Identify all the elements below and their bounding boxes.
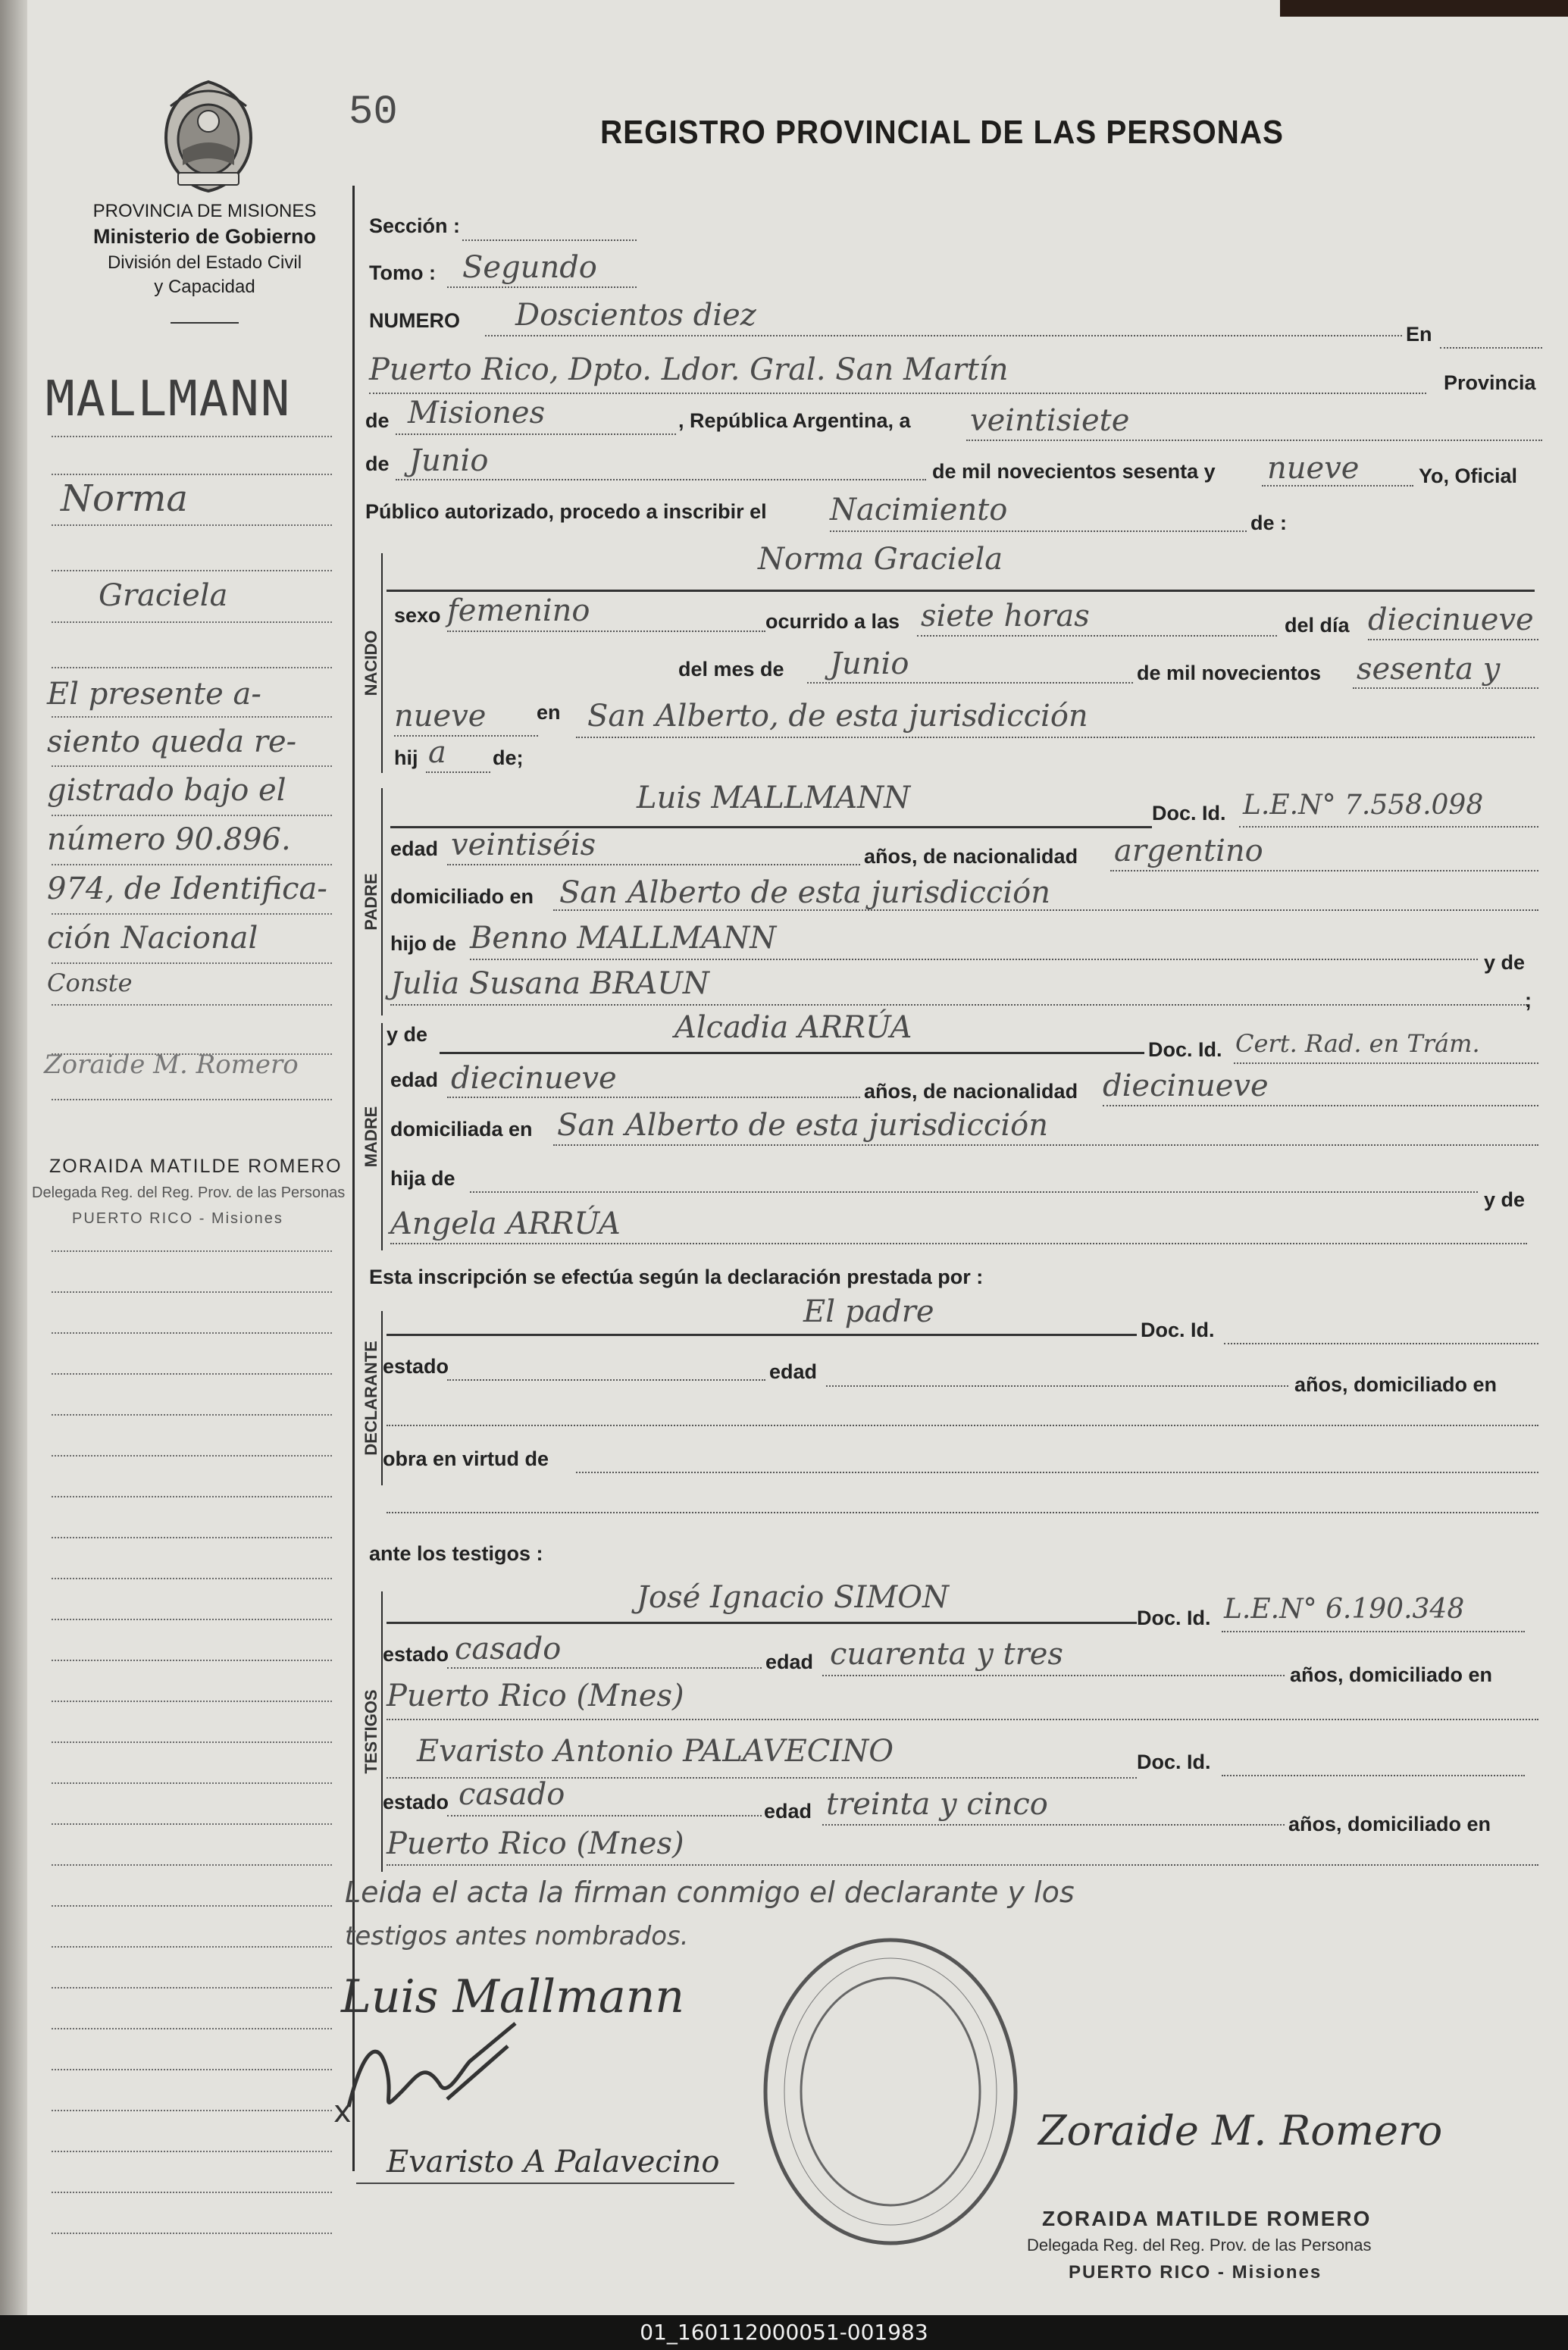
value-madre-doc: Cert. Rad. en Trám.: [1235, 1029, 1480, 1058]
line-dia-nac: [1368, 639, 1538, 640]
label-sexo: sexo: [394, 604, 441, 627]
line-mes-nac: [807, 682, 1133, 684]
line-dom-declarante: [387, 1425, 1538, 1426]
label-hijo-de: hijo de: [390, 932, 456, 955]
margin-line: [52, 1701, 332, 1702]
label-hij: hij: [394, 746, 418, 769]
document-title: REGISTRO PROVINCIAL DE LAS PERSONAS: [600, 114, 1284, 151]
signature-padre: Luis Mallmann: [341, 1970, 685, 2023]
line-obra: [576, 1472, 1538, 1473]
margin-name1: Norma: [61, 477, 188, 520]
margin-line: [52, 962, 332, 964]
value-numero: Doscientos diez: [515, 298, 756, 333]
section-testigos: TESTIGOS: [355, 1591, 383, 1872]
value-madre-madre: Angela ARRÚA: [390, 1206, 621, 1241]
label-ocurrido: ocurrido a las: [765, 610, 900, 633]
margin-line: [52, 1782, 332, 1784]
line-estado-declarante: [447, 1379, 765, 1381]
value-tomo: Segundo: [462, 250, 597, 285]
label-doc-testigo1: Doc. Id.: [1137, 1607, 1211, 1629]
value-mes-nac: Junio: [830, 646, 909, 681]
label-edad-testigo1: edad: [765, 1651, 814, 1673]
image-caption: 01_160112000051-001983: [0, 2315, 1568, 2350]
provincial-crest-icon: [155, 76, 261, 197]
margin-line: [52, 1414, 332, 1416]
signature-oficial: Zoraide M. Romero: [1038, 2107, 1443, 2154]
value-provincia: Misiones: [408, 396, 546, 430]
margin-note-2: siento queda re-: [47, 724, 297, 759]
margin-official-name: ZORAIDA MATILDE ROMERO: [49, 1156, 343, 1177]
value-testigo2-estado: casado: [459, 1777, 565, 1812]
margin-line: [52, 2192, 332, 2193]
margin-line: [52, 716, 332, 718]
margin-line: [52, 913, 332, 915]
value-declarante: El padre: [803, 1294, 934, 1329]
svg-text:x: x: [333, 2095, 352, 2129]
label-doc-testigo2: Doc. Id.: [1137, 1751, 1211, 1773]
margin-note-5: 974, de Identifica-: [47, 871, 327, 906]
official-role: Delegada Reg. del Reg. Prov. de las Personas: [1027, 2236, 1372, 2255]
value-testigo1-dom: Puerto Rico (Mnes): [387, 1679, 684, 1713]
section-madre: MADRE: [355, 1023, 383, 1250]
label-y-de: y de: [1484, 951, 1526, 974]
margin-line: [52, 1004, 332, 1006]
value-lugar-nac: San Alberto, de esta jurisdicción: [587, 699, 1088, 734]
line-edad-testigo1: [822, 1675, 1285, 1676]
label-anos-dom-testigo2: años, domiciliado en: [1288, 1813, 1491, 1835]
label-doc-declarante: Doc. Id.: [1141, 1319, 1215, 1341]
value-padre-edad: veintiséis: [451, 828, 596, 862]
line-hijo-de: [470, 959, 1478, 960]
official-seal-icon: [758, 1932, 1023, 2251]
value-hora: siete horas: [921, 599, 1090, 634]
label-de-colon: de :: [1250, 512, 1288, 534]
margin-line: [52, 1537, 332, 1538]
label-doc-madre: Doc. Id.: [1148, 1038, 1222, 1061]
agency-province: PROVINCIA DE MISIONES: [92, 201, 317, 221]
margin-line: [52, 1578, 332, 1579]
label-tomo: Tomo :: [369, 261, 436, 284]
line-doc-madre: [1234, 1062, 1538, 1064]
margin-line: [52, 2028, 332, 2029]
signature-testigo2: Evaristo A Palavecino: [356, 2145, 734, 2184]
label-dom-padre: domiciliado en: [390, 885, 534, 908]
agency-divider: [171, 322, 239, 324]
official-name: ZORAIDA MATILDE ROMERO: [1042, 2207, 1372, 2230]
label-edad-testigo2: edad: [764, 1800, 812, 1823]
value-nombre: Norma Graciela: [758, 542, 1003, 577]
line-anio-nac-2: [394, 735, 538, 737]
margin-note-4: número 90.896.: [47, 822, 291, 857]
margin-line: [52, 474, 332, 475]
margin-note-3: gistrado bajo el: [47, 773, 286, 808]
line-edad-padre: [447, 864, 860, 865]
line-anio-nac: [1353, 687, 1538, 689]
label-hija-de: hija de: [390, 1167, 455, 1190]
label-declaracion: Esta inscripción se efectúa según la declaración prestada por :: [369, 1266, 984, 1288]
label-anos-dom-declarante: años, domiciliado en: [1294, 1373, 1498, 1396]
line-obra-2: [387, 1512, 1538, 1513]
value-testigo1-edad: cuarenta y tres: [830, 1637, 1063, 1672]
margin-line: [52, 864, 332, 865]
line-en: [1440, 347, 1542, 349]
margin-line: [52, 1496, 332, 1497]
agency-division: División del Estado Civil: [107, 252, 302, 273]
label-yo-oficial: Yo, Oficial: [1419, 465, 1518, 487]
line-estado-testigo1: [447, 1667, 762, 1669]
margin-note-6: ción Nacional: [47, 921, 258, 956]
margin-line: [52, 524, 332, 526]
section-declarante: DECLARANTE: [355, 1311, 383, 1485]
label-en: En: [1406, 323, 1432, 346]
margin-line: [52, 667, 332, 668]
label-y-de-madre: y de: [387, 1023, 428, 1046]
line-madre-madre: [390, 1243, 1527, 1244]
margin-official-place: PUERTO RICO - Misiones: [72, 1210, 283, 1227]
margin-line: [52, 1946, 332, 1948]
label-de-mil: de mil novecientos sesenta y: [932, 460, 1216, 483]
margin-line: [52, 1905, 332, 1907]
label-edad-declarante: edad: [769, 1360, 818, 1383]
margin-line: [52, 1619, 332, 1620]
line-lugar: [369, 393, 1426, 394]
line-nombre: [387, 590, 1535, 592]
value-testigo1-doc: L.E.N° 6.190.348: [1224, 1594, 1465, 1625]
label-provincia: Provincia: [1444, 371, 1536, 394]
margin-line: [52, 2069, 332, 2070]
value-dia: veintisiete: [970, 403, 1130, 438]
value-madre-edad: diecinueve: [451, 1061, 617, 1096]
label-ante-testigos: ante los testigos :: [369, 1542, 543, 1565]
margin-note-7: Conste: [47, 968, 133, 997]
line-doc-padre: [1239, 826, 1538, 828]
agency-ministry: Ministerio de Gobierno: [92, 225, 317, 248]
label-estado-testigo2: estado: [383, 1791, 449, 1813]
margin-line: [52, 1660, 332, 1661]
line-edad-testigo2: [822, 1824, 1285, 1826]
value-padre-nac: argentino: [1114, 834, 1263, 868]
label-anos-dom-testigo1: años, domiciliado en: [1290, 1663, 1493, 1686]
value-anio-nac-2: nueve: [394, 699, 487, 734]
value-lugar: Puerto Rico, Dpto. Ldor. Gral. San Martín: [369, 352, 1009, 387]
label-de-semi: de;: [493, 746, 524, 769]
value-anio: nueve: [1267, 451, 1360, 486]
line-estado-testigo2: [447, 1815, 762, 1816]
margin-line: [52, 1864, 332, 1866]
value-hij-suffix: a: [428, 735, 446, 770]
margin-note-1: El presente a-: [47, 677, 261, 712]
line-seccion: [462, 239, 637, 241]
label-edad-padre: edad: [390, 837, 439, 860]
line-lugar-nac: [576, 737, 1535, 738]
line-hij: [426, 771, 490, 773]
margin-line: [52, 2233, 332, 2234]
value-anio-nac-1: sesenta y: [1357, 652, 1501, 687]
margin-line: [52, 2151, 332, 2152]
margin-official-role: Delegada Reg. del Reg. Prov. de las Personas: [32, 1184, 346, 1201]
line-nac-padre: [1110, 870, 1538, 871]
value-testigo2-edad: treinta y cinco: [826, 1787, 1048, 1822]
label-seccion: Sección :: [369, 214, 461, 237]
value-testigo1-estado: casado: [455, 1632, 562, 1666]
margin-line: [52, 765, 332, 767]
value-testigo2-dom: Puerto Rico (Mnes): [387, 1826, 684, 1861]
margin-line: [52, 815, 332, 816]
value-madre-nombre: Alcadia ARRÚA: [674, 1010, 912, 1045]
label-estado-testigo1: estado: [383, 1643, 449, 1666]
line-hija-de: [470, 1191, 1478, 1193]
line-declarante: [387, 1334, 1137, 1336]
margin-line: [52, 1250, 332, 1252]
line-numero: [485, 335, 1402, 336]
line-doc-testigo2: [1222, 1775, 1525, 1776]
label-numero: NUMERO: [369, 309, 460, 332]
closing-line-1: Leida el acta la firman conmigo el declarante y los: [345, 1876, 1075, 1909]
margin-line: [52, 1291, 332, 1293]
line-provincia: [396, 433, 676, 435]
label-de: de: [365, 409, 390, 432]
value-padre-madre: Julia Susana BRAUN: [390, 966, 709, 1001]
line-edad-madre: [447, 1097, 860, 1098]
line-tomo: [447, 286, 637, 288]
signature-testigo1-icon: [333, 2016, 538, 2129]
agency-capacity: y Capacidad: [154, 277, 255, 297]
margin-line: [52, 1455, 332, 1457]
label-republica: , República Argentina, a: [678, 409, 911, 432]
label-semicolon: ;: [1525, 989, 1532, 1012]
section-padre: PADRE: [355, 788, 383, 1015]
line-doc-declarante: [1224, 1343, 1538, 1344]
margin-line: [52, 1823, 332, 1825]
page-number: 50: [349, 89, 398, 136]
label-del-dia: del día: [1285, 614, 1350, 637]
label-del-mes: del mes de: [678, 658, 784, 681]
margin-line: [52, 621, 332, 623]
value-sexo: femenino: [447, 593, 590, 628]
value-padre-dom: San Alberto de esta jurisdicción: [559, 875, 1050, 910]
margin-line: [52, 1099, 332, 1100]
closing-line-2: testigos antes nombrados.: [345, 1921, 689, 1951]
margin-signature: Zoraide M. Romero: [44, 1050, 299, 1080]
line-hora: [917, 635, 1277, 637]
value-madre-nac: diecinueve: [1103, 1069, 1269, 1103]
line-madre-nombre: [440, 1052, 1144, 1054]
value-acto: Nacimiento: [830, 493, 1008, 527]
margin-name2: Graciela: [99, 578, 228, 613]
label-obra: obra en virtud de: [383, 1447, 549, 1470]
label-publico: Público autorizado, procedo a inscribir el: [365, 500, 767, 523]
value-testigo1-nombre: José Ignacio SIMON: [637, 1580, 949, 1615]
value-mes: Junio: [409, 443, 489, 478]
value-padre-doc: L.E.N° 7.558.098: [1243, 790, 1484, 821]
label-en2: en: [537, 701, 561, 724]
margin-line: [52, 2110, 332, 2111]
value-madre-dom: San Alberto de esta jurisdicción: [557, 1108, 1048, 1143]
label-y-de-2: y de: [1484, 1188, 1526, 1211]
line-dom-testigo1: [387, 1719, 1538, 1720]
line-dom-testigo2: [387, 1864, 1538, 1866]
line-dia: [966, 440, 1542, 441]
margin-line: [52, 1373, 332, 1375]
line-padre-madre: [390, 1004, 1527, 1006]
section-nacido: NACIDO: [355, 553, 383, 773]
book-corner: [1280, 0, 1568, 17]
line-doc-testigo1: [1222, 1631, 1525, 1632]
margin-line: [52, 1332, 332, 1334]
value-padre-nombre: Luis MALLMANN: [637, 781, 911, 815]
label-edad-madre: edad: [390, 1069, 439, 1091]
value-testigo2-nombre: Evaristo Antonio PALAVECINO: [417, 1734, 894, 1769]
official-place: PUERTO RICO - Misiones: [1069, 2262, 1322, 2283]
line-sexo: [447, 631, 765, 632]
label-doc-padre: Doc. Id.: [1152, 802, 1226, 825]
value-padre-hijo-de: Benno MALLMANN: [470, 921, 777, 956]
line-nac-madre: [1103, 1105, 1538, 1106]
margin-surname: MALLMANN: [45, 371, 292, 427]
margin-line: [52, 1741, 332, 1743]
line-mes: [396, 479, 926, 480]
margin-line: [52, 570, 332, 571]
line-dom-madre: [553, 1144, 1538, 1146]
book-spine-shadow: [0, 0, 27, 2315]
margin-line: [52, 1987, 332, 1989]
value-dia-nac: diecinueve: [1368, 602, 1534, 637]
label-de2: de: [365, 452, 390, 475]
line-testigo1: [387, 1622, 1137, 1624]
line-edad-declarante: [826, 1385, 1288, 1387]
label-dom-madre: domiciliada en: [390, 1118, 533, 1141]
label-anos-nac-padre: años, de nacionalidad: [864, 845, 1078, 868]
margin-line: [52, 436, 332, 437]
label-de-mil2: de mil novecientos: [1137, 662, 1322, 684]
label-anos-nac-madre: años, de nacionalidad: [864, 1080, 1078, 1103]
label-estado-declarante: estado: [383, 1355, 449, 1378]
line-acto: [830, 530, 1247, 532]
